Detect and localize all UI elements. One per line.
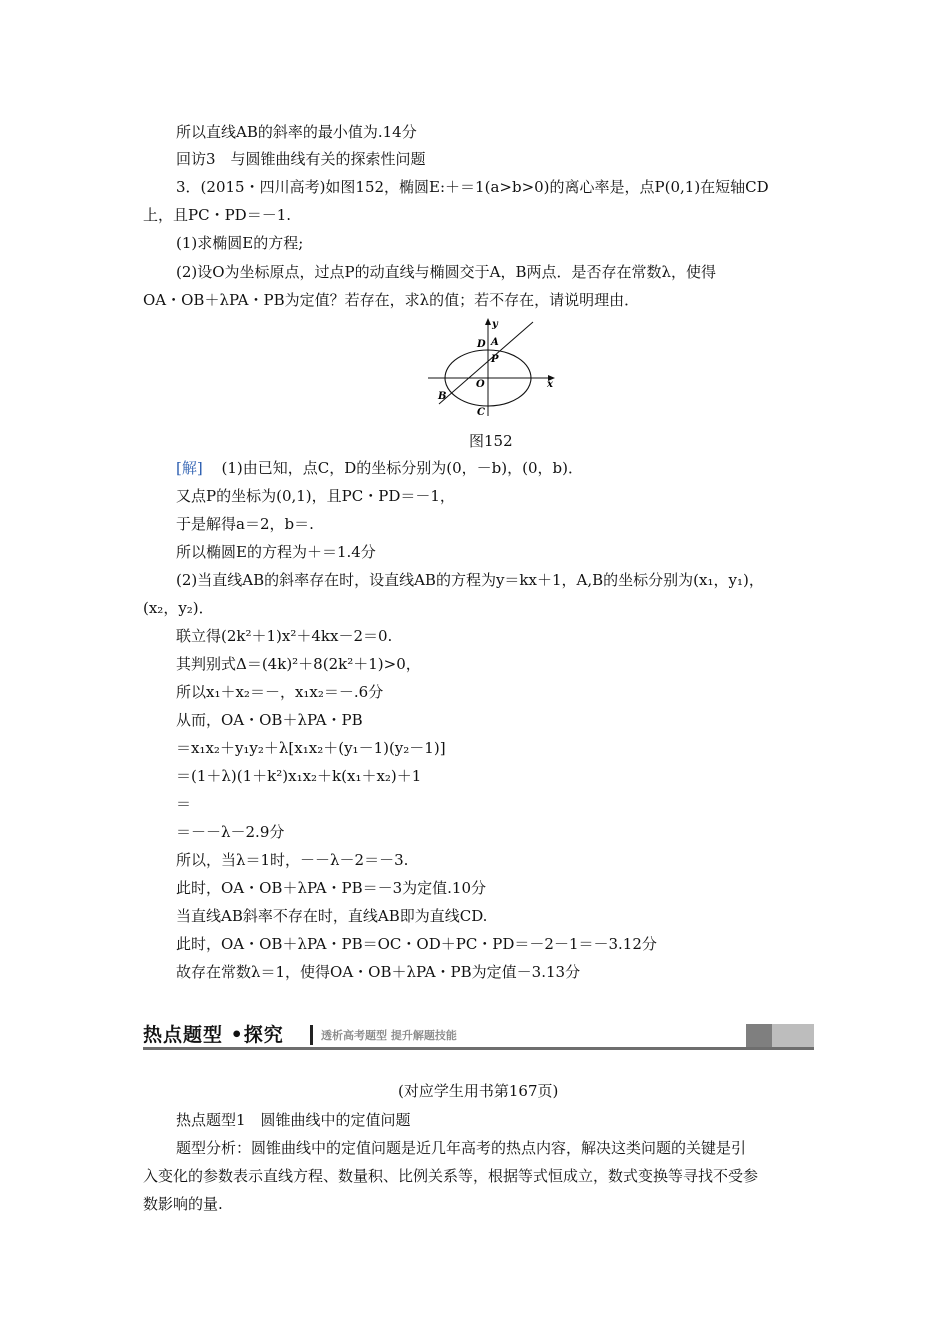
solution-line: 所以，当λ＝1时，－－λ－2＝－3. [176, 851, 409, 869]
solution-line: ＝ [176, 795, 192, 813]
label-D: D [477, 339, 486, 350]
solution-line: ＝x₁x₂＋y₁y₂＋λ[x₁x₂＋(y₁－1)(y₂－1)] [176, 739, 446, 757]
topic-heading: 热点题型1 圆锥曲线中的定值问题 [176, 1111, 411, 1129]
label-B: B [438, 391, 447, 402]
solution-line: (2)当直线AB的斜率存在时，设直线AB的方程为y＝kx＋1，A,B的坐标分别为(x₁，y₁)， [176, 571, 764, 589]
solution-line: 此时，OA・OB＋λPA・PB＝－3为定值.10分 [176, 879, 487, 897]
text-line: 所以直线AB的斜率的最小值为.14分 [176, 123, 417, 141]
book-reference: (对应学生用书第167页) [398, 1082, 559, 1100]
analysis-paragraph-cont: 入变化的参数表示直线方程、数量积、比例关系等，根据等式恒成立，数式变换等寻找不受参 [143, 1167, 759, 1185]
solution-line: (x₂，y₂)． [143, 599, 214, 617]
label-A: A [491, 337, 499, 348]
solution-line: 于是解得a＝2，b＝. [176, 515, 314, 533]
section-heading: 回访3 与圆锥曲线有关的探索性问题 [176, 150, 426, 168]
label-y: y [492, 319, 498, 330]
section-banner [143, 1024, 814, 1050]
solution-line: 所以x₁＋x₂＝－，x₁x₂＝－.6分 [176, 683, 384, 701]
y-axis-arrow [485, 318, 491, 325]
banner-title: 热点题型 •探究 [143, 1024, 284, 1046]
banner-subtitle: 透析高考题型 提升解题技能 [321, 1029, 457, 1042]
solution-text: (1)由已知，点C，D的坐标分别为(0，－b)，(0，b)． [221, 459, 583, 477]
banner-block-dark [746, 1024, 772, 1047]
solution-line: 故存在常数λ＝1，使得OA・OB＋λPA・PB为定值－3.13分 [176, 963, 581, 981]
solution-tag: [解] [176, 459, 203, 477]
problem-statement-cont: 上，且PC・PD＝－1. [143, 206, 292, 224]
question-2: (2)设O为坐标原点，过点P的动直线与椭圆交于A，B两点．是否存在常数λ，使得 [176, 263, 717, 281]
question-2-cont: OA・OB＋λPA・PB为定值？若存在，求λ的值；若不存在，请说明理由． [143, 291, 640, 309]
solution-line: ＝－－λ－2.9分 [176, 823, 285, 841]
analysis-paragraph: 题型分析：圆锥曲线中的定值问题是近几年高考的热点内容，解决这类问题的关键是引 [176, 1139, 747, 1157]
banner-rule [143, 1047, 814, 1050]
ellipse-figure [425, 316, 560, 420]
label-O: O [476, 379, 485, 390]
banner-block-light [772, 1024, 814, 1047]
label-x: x [547, 379, 553, 390]
secant-line [439, 322, 533, 404]
solution-line [176, 458, 583, 478]
solution-line: 联立得(2k²＋1)x²＋4kx－2＝0. [176, 627, 393, 645]
solution-line: 当直线AB斜率不存在时，直线AB即为直线CD. [176, 907, 488, 925]
label-C: C [477, 407, 485, 418]
analysis-paragraph-cont: 数影响的量. [143, 1195, 223, 1213]
problem-statement: 3．(2015・四川高考)如图152，椭圆E:＋＝1(a>b>0)的离心率是，点P(0,1)在短轴CD [176, 178, 769, 196]
question-1: (1)求椭圆E的方程; [176, 234, 304, 252]
solution-line: 此时，OA・OB＋λPA・PB＝OC・OD＋PC・PD＝－2－1＝－3.12分 [176, 935, 657, 953]
solution-line: ＝(1＋λ)(1＋k²)x₁x₂＋k(x₁＋x₂)＋1 [176, 767, 422, 785]
figure-caption: 图152 [469, 432, 513, 450]
label-P: P [491, 354, 499, 365]
solution-line: 其判别式Δ＝(4k)²＋8(2k²＋1)>0， [176, 655, 421, 673]
solution-line: 所以椭圆E的方程为＋＝1.4分 [176, 543, 376, 561]
solution-line: 又点P的坐标为(0,1)，且PC・PD＝－1， [176, 487, 455, 505]
solution-line: 从而，OA・OB＋λPA・PB [176, 711, 363, 729]
banner-divider [310, 1025, 313, 1045]
